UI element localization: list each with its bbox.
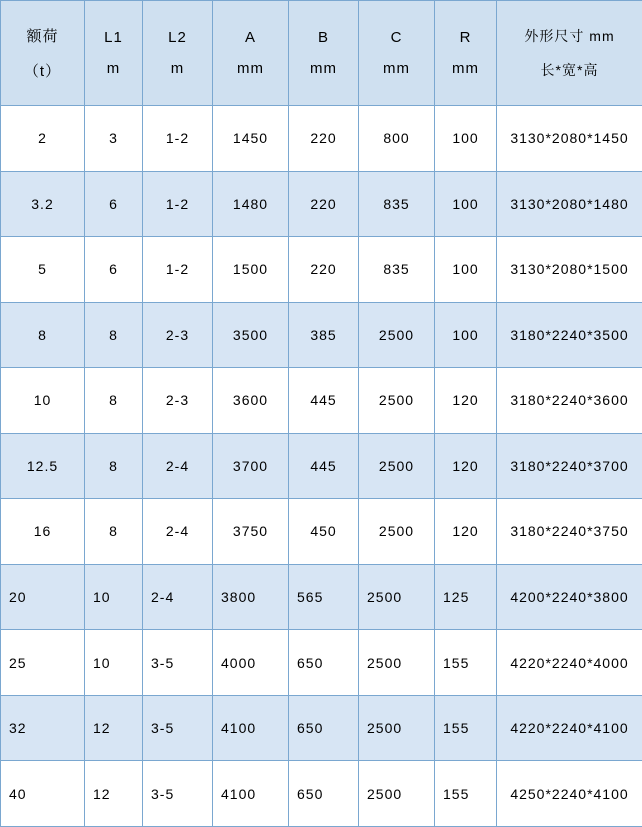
cell-a: 1500: [213, 237, 289, 303]
cell-l1: 8: [85, 368, 143, 434]
cell-size: 4220*2240*4000: [497, 630, 642, 696]
column-header-load: [1, 1, 85, 106]
cell-a: 1450: [213, 106, 289, 172]
cell-r: 120: [435, 433, 497, 499]
table-row: [1, 499, 642, 565]
cell-r: 125: [435, 564, 497, 630]
cell-b: 650: [289, 630, 359, 696]
cell-a: 1480: [213, 171, 289, 237]
cell-load: 3.2: [1, 171, 85, 237]
column-header-l2-line2: m: [170, 60, 185, 77]
cell-c: 835: [359, 171, 435, 237]
column-header-l2-line1: L2: [168, 29, 187, 46]
cell-load: 40: [1, 761, 85, 827]
table-row: [1, 630, 642, 696]
cell-r: 120: [435, 368, 497, 434]
cell-size: 3180*2240*3600: [497, 368, 642, 434]
cell-size: 4250*2240*4100: [497, 761, 642, 827]
cell-l2: 2-3: [143, 302, 213, 368]
cell-l1: 8: [85, 433, 143, 499]
cell-load: 5: [1, 237, 85, 303]
table-row: [1, 368, 642, 434]
column-header-l2: [143, 1, 213, 106]
cell-c: 2500: [359, 564, 435, 630]
cell-l1: 10: [85, 564, 143, 630]
column-header-r-line1: R: [459, 29, 472, 46]
cell-load: 20: [1, 564, 85, 630]
cell-load: 12.5: [1, 433, 85, 499]
table-row: [1, 695, 642, 761]
column-header-c: [359, 1, 435, 106]
cell-b: 565: [289, 564, 359, 630]
cell-b: 385: [289, 302, 359, 368]
column-header-c-line1: C: [390, 29, 403, 46]
cell-l2: 2-4: [143, 564, 213, 630]
cell-size: 3130*2080*1450: [497, 106, 642, 172]
cell-l2: 2-4: [143, 499, 213, 565]
cell-r: 100: [435, 106, 497, 172]
cell-l2: 2-3: [143, 368, 213, 434]
cell-l2: 1-2: [143, 171, 213, 237]
cell-a: 3500: [213, 302, 289, 368]
cell-a: 3800: [213, 564, 289, 630]
table-row: [1, 761, 642, 827]
cell-l2: 1-2: [143, 237, 213, 303]
cell-b: 445: [289, 368, 359, 434]
cell-a: 4100: [213, 761, 289, 827]
cell-c: 800: [359, 106, 435, 172]
cell-r: 120: [435, 499, 497, 565]
column-header-r-line2: mm: [452, 60, 479, 77]
cell-c: 2500: [359, 368, 435, 434]
cell-r: 155: [435, 761, 497, 827]
cell-size: 3180*2240*3700: [497, 433, 642, 499]
cell-l1: 6: [85, 237, 143, 303]
cell-load: 8: [1, 302, 85, 368]
table-row: [1, 171, 642, 237]
cell-b: 220: [289, 237, 359, 303]
cell-b: 445: [289, 433, 359, 499]
cell-l1: 3: [85, 106, 143, 172]
cell-l1: 6: [85, 171, 143, 237]
cell-l1: 12: [85, 695, 143, 761]
cell-r: 155: [435, 630, 497, 696]
column-header-a: [213, 1, 289, 106]
cell-load: 2: [1, 106, 85, 172]
cell-l1: 12: [85, 761, 143, 827]
table-header-row: [1, 1, 642, 106]
cell-b: 650: [289, 761, 359, 827]
cell-l1: 10: [85, 630, 143, 696]
cell-r: 100: [435, 237, 497, 303]
cell-l1: 8: [85, 302, 143, 368]
cell-a: 4100: [213, 695, 289, 761]
cell-size: 3130*2080*1480: [497, 171, 642, 237]
cell-b: 650: [289, 695, 359, 761]
column-header-b-line1: B: [317, 29, 329, 46]
cell-l1: 8: [85, 499, 143, 565]
column-header-r: [435, 1, 497, 106]
cell-b: 220: [289, 171, 359, 237]
table-row: [1, 237, 642, 303]
cell-a: 4000: [213, 630, 289, 696]
column-header-overall-size-line1: 外形尺寸 mm: [524, 28, 615, 44]
column-header-l1: [85, 1, 143, 106]
cell-a: 3600: [213, 368, 289, 434]
cell-a: 3700: [213, 433, 289, 499]
cell-c: 2500: [359, 630, 435, 696]
cell-a: 3750: [213, 499, 289, 565]
column-header-load-line1: 额荷: [26, 28, 59, 45]
column-header-b-line2: mm: [310, 60, 337, 77]
cell-c: 2500: [359, 499, 435, 565]
cell-load: 16: [1, 499, 85, 565]
cell-c: 2500: [359, 761, 435, 827]
cell-l2: 2-4: [143, 433, 213, 499]
cell-load: 25: [1, 630, 85, 696]
cell-b: 450: [289, 499, 359, 565]
cell-size: 3180*2240*3500: [497, 302, 642, 368]
column-header-c-line2: mm: [383, 60, 410, 77]
cell-c: 2500: [359, 433, 435, 499]
table-row: [1, 106, 642, 172]
cell-size: 4220*2240*4100: [497, 695, 642, 761]
cell-size: 4200*2240*3800: [497, 564, 642, 630]
cell-r: 155: [435, 695, 497, 761]
cell-r: 100: [435, 302, 497, 368]
column-header-l1-line1: L1: [104, 29, 123, 46]
cell-load: 32: [1, 695, 85, 761]
column-header-l1-line2: m: [106, 60, 121, 77]
cell-l2: 3-5: [143, 761, 213, 827]
table-row: [1, 564, 642, 630]
column-header-a-line2: mm: [237, 60, 264, 77]
cell-c: 835: [359, 237, 435, 303]
cell-b: 220: [289, 106, 359, 172]
table-row: [1, 433, 642, 499]
table-row: [1, 302, 642, 368]
cell-size: 3130*2080*1500: [497, 237, 642, 303]
column-header-overall-size: [497, 1, 642, 106]
column-header-b: [289, 1, 359, 106]
column-header-a-line1: A: [244, 29, 256, 46]
cell-l2: 1-2: [143, 106, 213, 172]
column-header-overall-size-line2: 长*宽*高: [540, 62, 599, 78]
cell-load: 10: [1, 368, 85, 434]
column-header-load-line2: （t）: [23, 63, 62, 80]
cell-c: 2500: [359, 302, 435, 368]
cell-size: 3180*2240*3750: [497, 499, 642, 565]
cell-l2: 3-5: [143, 630, 213, 696]
cell-l2: 3-5: [143, 695, 213, 761]
cell-c: 2500: [359, 695, 435, 761]
cell-r: 100: [435, 171, 497, 237]
